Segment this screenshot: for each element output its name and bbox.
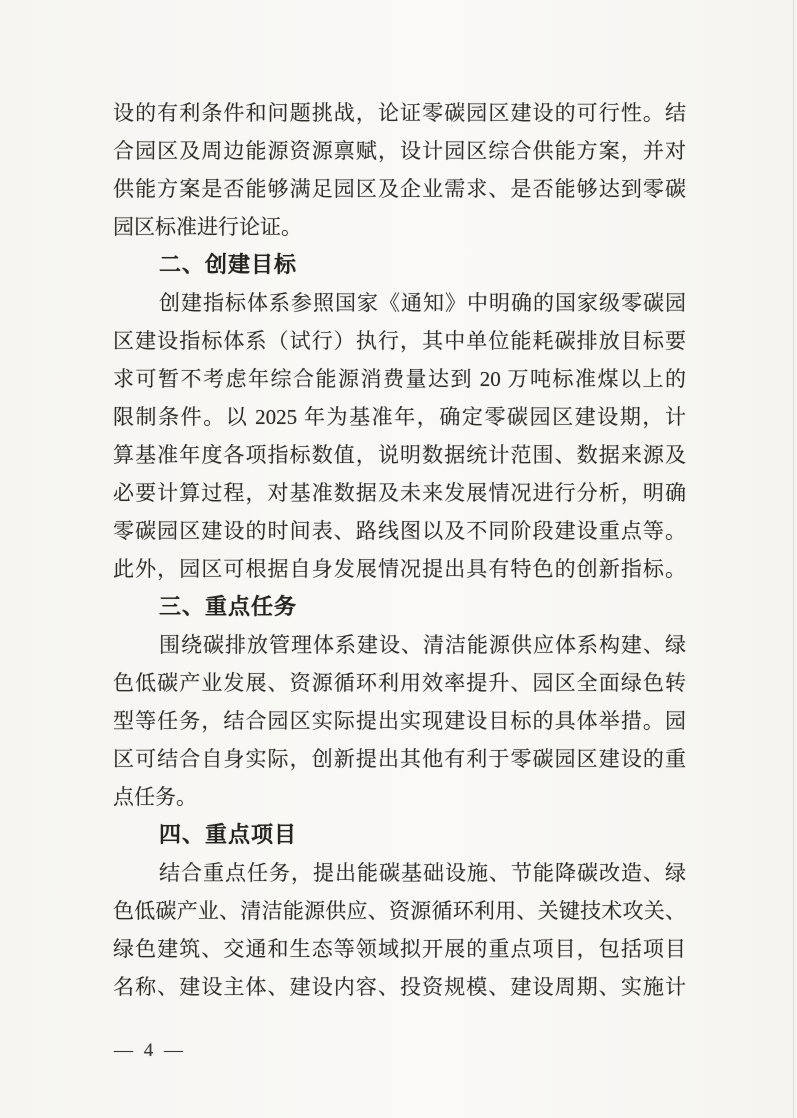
text-line: 算基准年度各项指标数值，说明数据统计范围、数据来源及 (113, 443, 686, 467)
text-line: 色低碳产业、清洁能源供应、资源循环利用、关键技术攻关、 (113, 899, 686, 923)
text-line: 结合重点任务，提出能碳基础设施、节能降碳改造、绿 (159, 861, 686, 885)
section-heading: 四、重点项目 (159, 822, 298, 847)
text-line: 创建指标体系参照国家《通知》中明确的国家级零碳园 (159, 291, 686, 315)
text-line: 区可结合自身实际，创新提出其他有利于零碳园区建设的重 (113, 747, 686, 771)
text-line: 合园区及周边能源资源禀赋，设计园区综合供能方案，并对 (113, 139, 686, 163)
text-line: 绿色建筑、交通和生态等领域拟开展的重点项目，包括项目 (113, 937, 686, 961)
text-line: 此外，园区可根据自身发展情况提出具有特色的创新指标。 (113, 557, 686, 581)
text-line: 零碳园区建设的时间表、路线图以及不同阶段建设重点等。 (113, 519, 686, 543)
text-line: 点任务。 (113, 785, 197, 809)
page-number: — 4 — (114, 1040, 186, 1061)
text-line: 区建设指标体系（试行）执行，其中单位能耗碳排放目标要 (113, 329, 686, 353)
text-block (113, 94, 686, 1006)
text-line: 型等任务，结合园区实际提出实现建设目标的具体举措。园 (113, 709, 686, 733)
text-line: 必要计算过程，对基准数据及未来发展情况进行分析，明确 (113, 481, 686, 505)
section-heading: 三、重点任务 (159, 594, 298, 619)
text-line: 限制条件。以 2025 年为基准年，确定零碳园区建设期，计 (113, 405, 686, 429)
text-line: 色低碳产业发展、资源循环利用效率提升、园区全面绿色转 (113, 671, 686, 695)
text-line: 设的有利条件和问题挑战，论证零碳园区建设的可行性。结 (113, 101, 686, 125)
section-heading: 二、创建目标 (159, 252, 298, 277)
text-line: 围绕碳排放管理体系建设、清洁能源供应体系构建、绿 (159, 633, 686, 657)
text-line: 名称、建设主体、建设内容、投资规模、建设周期、实施计 (113, 975, 686, 999)
text-line: 供能方案是否能够满足园区及企业需求、是否能够达到零碳 (113, 177, 686, 201)
text-line: 园区标准进行论证。 (113, 215, 302, 239)
text-line: 求可暂不考虑年综合能源消费量达到 20 万吨标准煤以上的 (113, 367, 686, 391)
